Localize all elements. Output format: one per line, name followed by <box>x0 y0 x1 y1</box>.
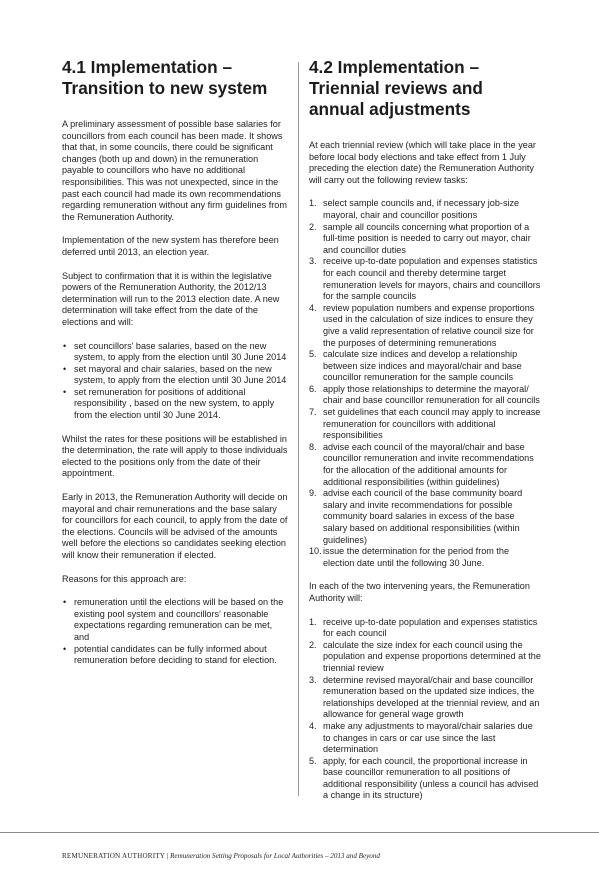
bullet-item: • set mayoral and chair salaries, based on the new system, to apply from the election until 30 June 2014 <box>62 364 288 387</box>
paragraph: A preliminary assessment of possible base salaries for councillors from each council has been made. It shows that that, in some councils, there could be significant changes (both up and down) in the remuneration payable to councillors who have no additional responsibilities. This was not unexpected, since in the past each council had made its own recommendations regarding remuneration without any firm guidelines from the Remuneration Authority. <box>62 119 287 222</box>
paragraph: At each triennial review (which will take place in the year before local body elections and take effect from 1 July preceding the election date) the Remuneration Authority will carry out the following review tasks: <box>309 140 536 185</box>
list-item <box>309 222 541 257</box>
section-4-2-heading <box>309 57 541 120</box>
list-item <box>309 488 541 546</box>
bullet-list <box>62 597 288 667</box>
list-text: receive up-to-date population and expenses statistics for each council and thereby determine target remuneration levels for mayors, chairs and councillors for the sample councils <box>323 256 541 302</box>
list-text: make any adjustments to mayoral/chair salaries due to changes in cars or car use since the last determination <box>323 720 533 755</box>
footer-organisation: REMUNERATION AUTHORITY <box>62 852 166 860</box>
list-text: advise each council of the base community board salary and invite recommendations for possible community board salaries in excess of the base salary based on additional responsibilities (within guidelines) <box>323 488 523 545</box>
paragraph: Implementation of the new system has therefore been deferred until 2013, an election year. <box>62 235 279 257</box>
list-number: 2. <box>309 639 317 650</box>
list-item <box>309 198 541 221</box>
list-number: 1. <box>309 198 317 209</box>
list-text: review population numbers and expense proportions used in the calculation of size indices to ensure they give a valid representation of relative council size for the purposes of determining remunerations <box>323 302 535 348</box>
list-item <box>309 349 541 384</box>
list-number: 7. <box>309 407 317 418</box>
heading-line: 4.2 Implementation – <box>309 57 480 77</box>
section-4-2 <box>309 57 541 814</box>
list-item <box>309 442 541 488</box>
list-text: advise each council of the mayoral/chair and base councillor remuneration and invite recommendations for the allocation of the additional amounts for additional responsibilities (within guidelines) <box>323 441 534 487</box>
page-footer <box>62 852 380 860</box>
list-text: determine revised mayoral/chair and base councillor remuneration based on the updated size indices, the relationships developed at the triennial review, and an allowance for general wage growth <box>323 674 540 720</box>
list-number: 4. <box>309 302 317 313</box>
list-number: 2. <box>309 221 317 232</box>
bullet-item: • set councillors' base salaries, based on the new system, to apply from the election until 30 June 2014 <box>62 341 288 364</box>
heading-line: annual adjustments <box>309 99 471 119</box>
list-text: issue the determination for the period from the election date until the following 30 June. <box>323 546 510 568</box>
list-item <box>309 675 541 721</box>
paragraph: Early in 2013, the Remuneration Authority will decide on mayoral and chair remunerations and the base salary for councillors for each council, to apply from the date of the elections. Councils will be advised of the amounts well before the elections so candidates seeking election will know their remuneration if elected. <box>62 492 288 560</box>
list-item <box>309 407 541 442</box>
list-item <box>309 303 541 349</box>
paragraph: Reasons for this approach are: <box>62 573 187 584</box>
annual-task-list <box>309 617 541 803</box>
list-text: apply those relationships to determine the mayoral/ chair and base councillor remuneration for all councils <box>323 383 540 406</box>
list-number: 6. <box>309 383 317 394</box>
heading-line: Transition to new system <box>62 78 268 98</box>
list-number: 10. <box>309 546 322 557</box>
footer-rule <box>0 832 599 833</box>
list-text: sample all councils concerning what proportion of a full-time position is needed to carry out mayor, chair and councillor duties <box>323 221 531 255</box>
list-number: 8. <box>309 441 317 452</box>
list-number: 4. <box>309 720 317 731</box>
paragraph: Whilst the rates for these positions will be established in the determination, the rate will apply to those individuals elected to the positions only from the date of their appointment. <box>62 433 288 479</box>
paragraph: In each of the two intervening years, the Remuneration Authority will: <box>309 581 530 603</box>
bullet-item: • potential candidates can be fully informed about remuneration before deciding to stand for election. <box>62 644 288 667</box>
list-text: calculate size indices and develop a relationship between size indices and mayoral/chair and base councillor remuneration for the sample councils <box>323 349 522 383</box>
list-number: 3. <box>309 256 317 267</box>
list-number: 5. <box>309 349 317 360</box>
list-text: receive up-to-date population and expenses statistics for each council <box>323 616 538 639</box>
section-4-1 <box>62 57 288 679</box>
list-item <box>309 640 541 675</box>
bullet-list <box>62 341 288 422</box>
list-number: 3. <box>309 674 317 685</box>
list-item <box>309 721 541 756</box>
list-item <box>309 756 541 802</box>
list-number: 5. <box>309 755 317 766</box>
footer-publication-title: Remuneration Setting Proposals for Local Authorities – 2013 and Beyond <box>170 852 380 860</box>
heading-line: 4.1 Implementation – <box>62 57 233 77</box>
list-number: 9. <box>309 488 317 499</box>
list-item <box>309 384 541 407</box>
bullet-item: • remuneration until the elections will be based on the existing pool system and councillors' reasonable expectations regarding remuneration can be met, and <box>62 597 288 643</box>
column-divider <box>298 62 299 796</box>
list-item <box>309 617 541 640</box>
list-item <box>309 546 541 569</box>
section-4-1-heading <box>62 57 288 99</box>
list-number: 1. <box>309 616 317 627</box>
review-task-list <box>309 198 541 569</box>
list-text: calculate the size index for each council using the population and expense proportions determined at the triennial review <box>323 639 541 673</box>
list-text: select sample councils and, if necessary job-size mayoral, chair and councillor positions <box>323 198 520 220</box>
list-item <box>309 256 541 302</box>
heading-line: Triennial reviews and <box>309 78 483 98</box>
list-text: apply, for each council, the proportional increase in base councillor remuneration to all positions of additional responsibility (unless a council has advised a change in its structure) <box>323 755 539 801</box>
paragraph: Subject to confirmation that it is within the legislative powers of the Remuneration Authority, the 2012/13 determination will run to the 2013 election date. A new determination will take effect from the date of the elections and will: <box>62 270 280 327</box>
footer-separator: | <box>165 852 171 860</box>
bullet-item: • set remuneration for positions of additional responsibility , based on the new system, to apply from the election until 30 June 2014. <box>62 387 288 422</box>
list-text: set guidelines that each council may apply to increase remuneration for councillors with additional responsibilities <box>323 407 541 441</box>
